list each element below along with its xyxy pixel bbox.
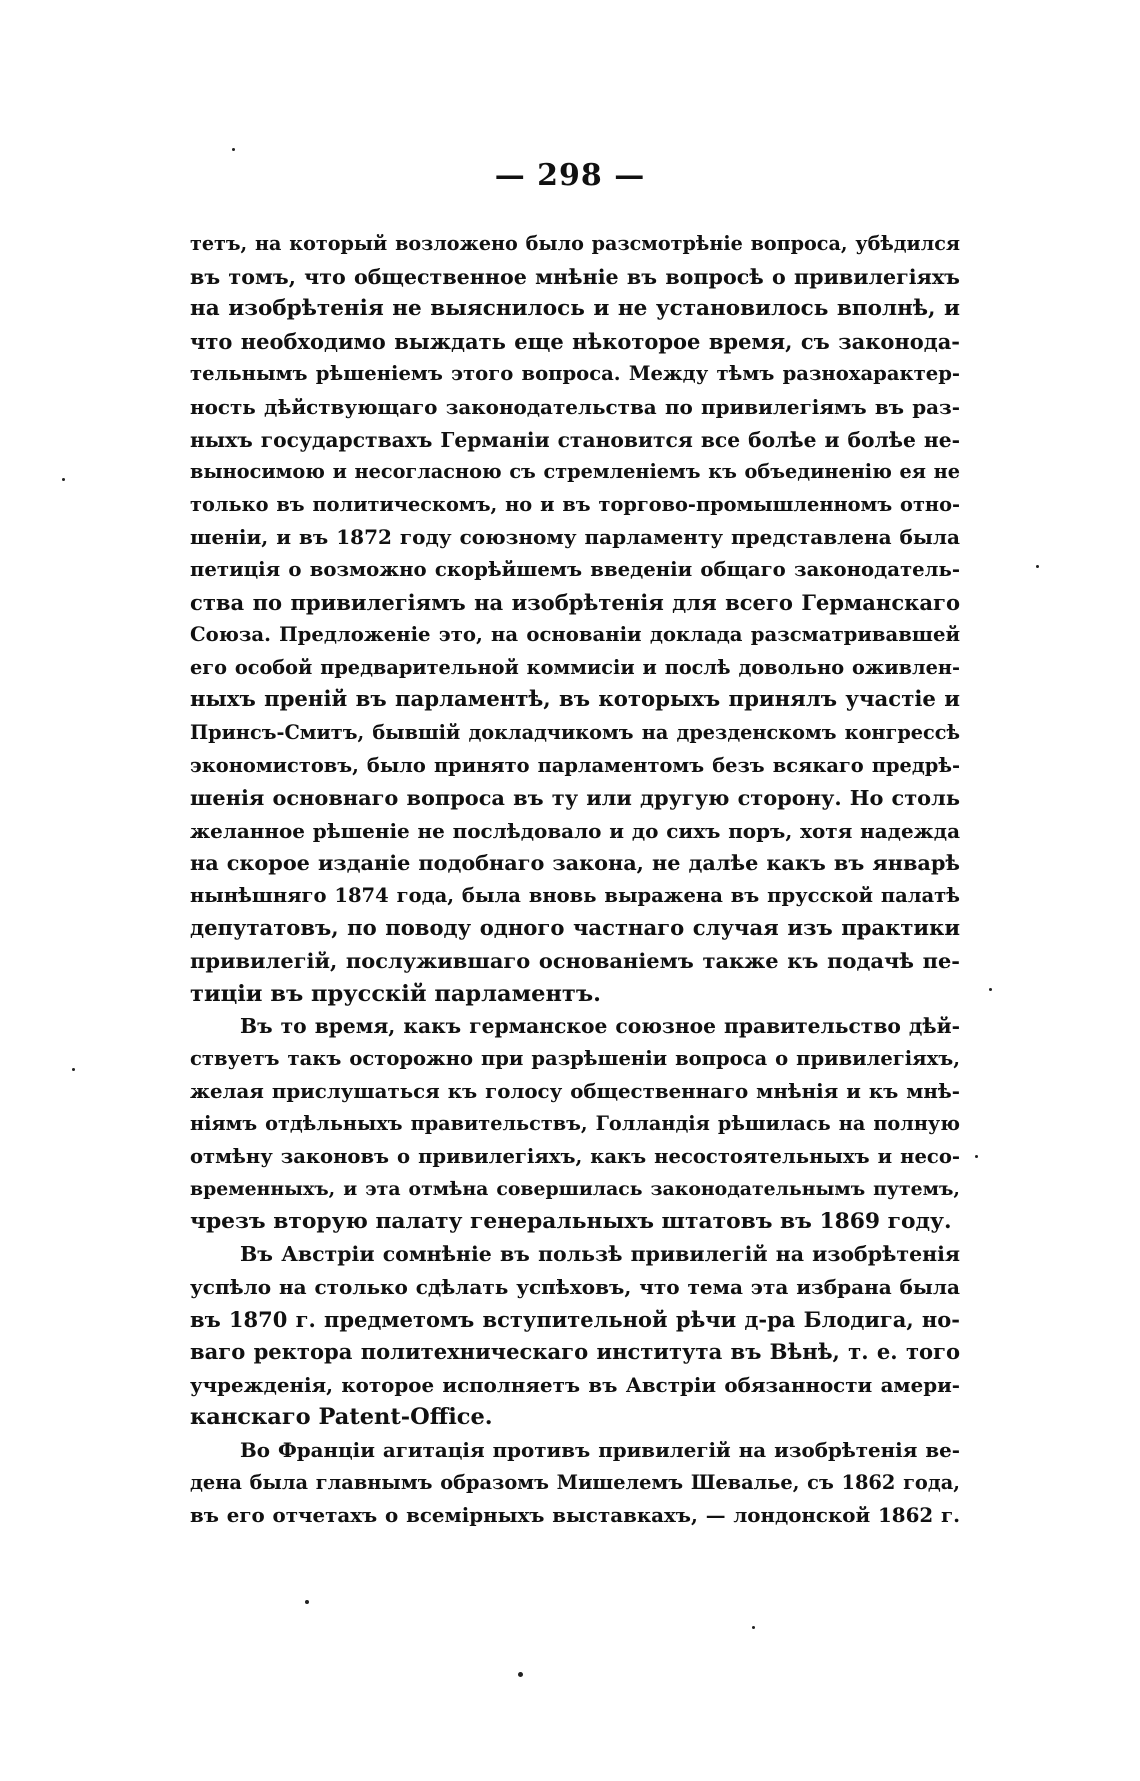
text-line: нынѣшняго 1874 года, была вновь выражена въ прусской палатѣ — [190, 883, 960, 907]
text-line: ствуетъ такъ осторожно при разрѣшеніи вопроса о привилегіяхъ, — [190, 1046, 960, 1070]
text-line: привилегій, послужившаго основаніемъ также къ подачѣ пе- — [190, 948, 960, 974]
text-line: шенія основнаго вопроса въ ту или другую сторону. Но столь — [190, 785, 960, 811]
text-line: шеніи, и въ 1872 году союзному парламенту представлена была — [190, 525, 960, 550]
text-line: только въ политическомъ, но и въ торгово-промышленномъ отно- — [190, 492, 960, 516]
text-line: его особой предварительной коммисіи и послѣ довольно оживлен- — [190, 655, 960, 679]
text-line: тельнымъ рѣшеніемъ этого вопроса. Между тѣмъ разнохарактер- — [190, 362, 960, 386]
text-line: въ его отчетахъ о всемірныхъ выставкахъ, — лондонской 1862 г. — [190, 1503, 960, 1528]
text-line: петиція о возможно скорѣйшемъ введеніи общаго законодатель- — [190, 557, 960, 581]
text-line: учрежденія, которое исполняетъ въ Австріи обязанности амери- — [190, 1372, 960, 1397]
scan-speck — [72, 1068, 75, 1071]
text-line: Въ Австріи сомнѣніе въ пользѣ привилегій на изобрѣтенія — [240, 1242, 960, 1267]
text-line: что необходимо выждать еще нѣкоторое время, съ законода- — [190, 328, 960, 354]
text-line: выносимою и несогласною съ стремленіемъ къ объединенію ея не — [190, 460, 960, 484]
scan-speck — [989, 988, 992, 991]
text-line: Въ то время, какъ германское союзное правительство дѣй- — [240, 1014, 960, 1039]
text-line: тиціи въ прусскій парламентъ. — [190, 980, 601, 1007]
scan-speck — [752, 1626, 755, 1629]
text-line: экономистовъ, было принято парламентомъ безъ всякаго предрѣ- — [190, 753, 960, 777]
text-line: ныхъ преній въ парламентѣ, въ которыхъ принялъ участіе и — [190, 687, 960, 713]
text-line: ность дѣйствующаго законодательства по привилегіямъ въ раз- — [190, 394, 960, 419]
scan-speck — [518, 1672, 523, 1677]
text-line: канскаго Patent-Office. — [190, 1404, 493, 1431]
text-line: ніямъ отдѣльныхъ правительствъ, Голландія рѣшилась на полную — [190, 1112, 960, 1136]
page-number: — 298 — — [494, 158, 646, 193]
text-line: депутатовъ, по поводу одного частнаго случая изъ практики — [190, 915, 960, 941]
text-line: отмѣну законовъ о привилегіяхъ, какъ несостоятельныхъ и несо- — [190, 1144, 960, 1168]
text-line: Союза. Предложеніе это, на основаніи доклада разсматривавшей — [190, 623, 960, 647]
scan-speck — [305, 1600, 309, 1604]
text-line: ваго ректора политехническаго института въ Вѣнѣ, т. е. того — [190, 1339, 960, 1365]
body-text — [190, 228, 960, 1532]
text-line: Во Франціи агитація противъ привилегій на изобрѣтенія ве- — [240, 1437, 960, 1462]
scan-speck — [232, 148, 235, 151]
text-line: ства по привилегіямъ на изобрѣтенія для всего Германскаго — [190, 589, 960, 615]
text-line: на изобрѣтенія не выяснилось и не установилось вполнѣ, и — [190, 296, 960, 322]
text-line: на скорое изданіе подобнаго закона, не далѣе какъ въ январѣ — [190, 850, 960, 876]
scan-speck — [1036, 565, 1039, 568]
text-line: ныхъ государствахъ Германіи становится все болѣе и болѣе не- — [190, 427, 960, 452]
text-line: въ 1870 г. предметомъ вступительной рѣчи д-ра Блодига, но- — [190, 1306, 960, 1332]
scan-speck — [975, 1155, 978, 1158]
text-line: временныхъ, и эта отмѣна совершилась законодательнымъ путемъ, — [190, 1178, 960, 1201]
text-line: чрезъ вторую палату генеральныхъ штатовъ въ 1869 году. — [190, 1208, 952, 1234]
text-line: тетъ, на который возложено было разсмотрѣніе вопроса, убѣдился — [190, 232, 960, 255]
text-line: желанное рѣшеніе не послѣдовало и до сихъ поръ, хотя надежда — [190, 818, 960, 843]
text-line: дена была главнымъ образомъ Мишелемъ Шевалье, съ 1862 года, — [190, 1470, 960, 1494]
text-line: успѣло на столько сдѣлать успѣховъ, что тема эта избрана была — [190, 1275, 960, 1299]
text-line: желая прислушаться къ голосу общественнаго мнѣнія и къ мнѣ- — [190, 1079, 960, 1104]
text-line: въ томъ, что общественное мнѣніе въ вопросѣ о привилегіяхъ — [190, 264, 960, 289]
scan-speck — [62, 478, 65, 481]
text-line: Принсъ-Смитъ, бывшій докладчикомъ на дрезденскомъ конгрессѣ — [190, 720, 960, 744]
